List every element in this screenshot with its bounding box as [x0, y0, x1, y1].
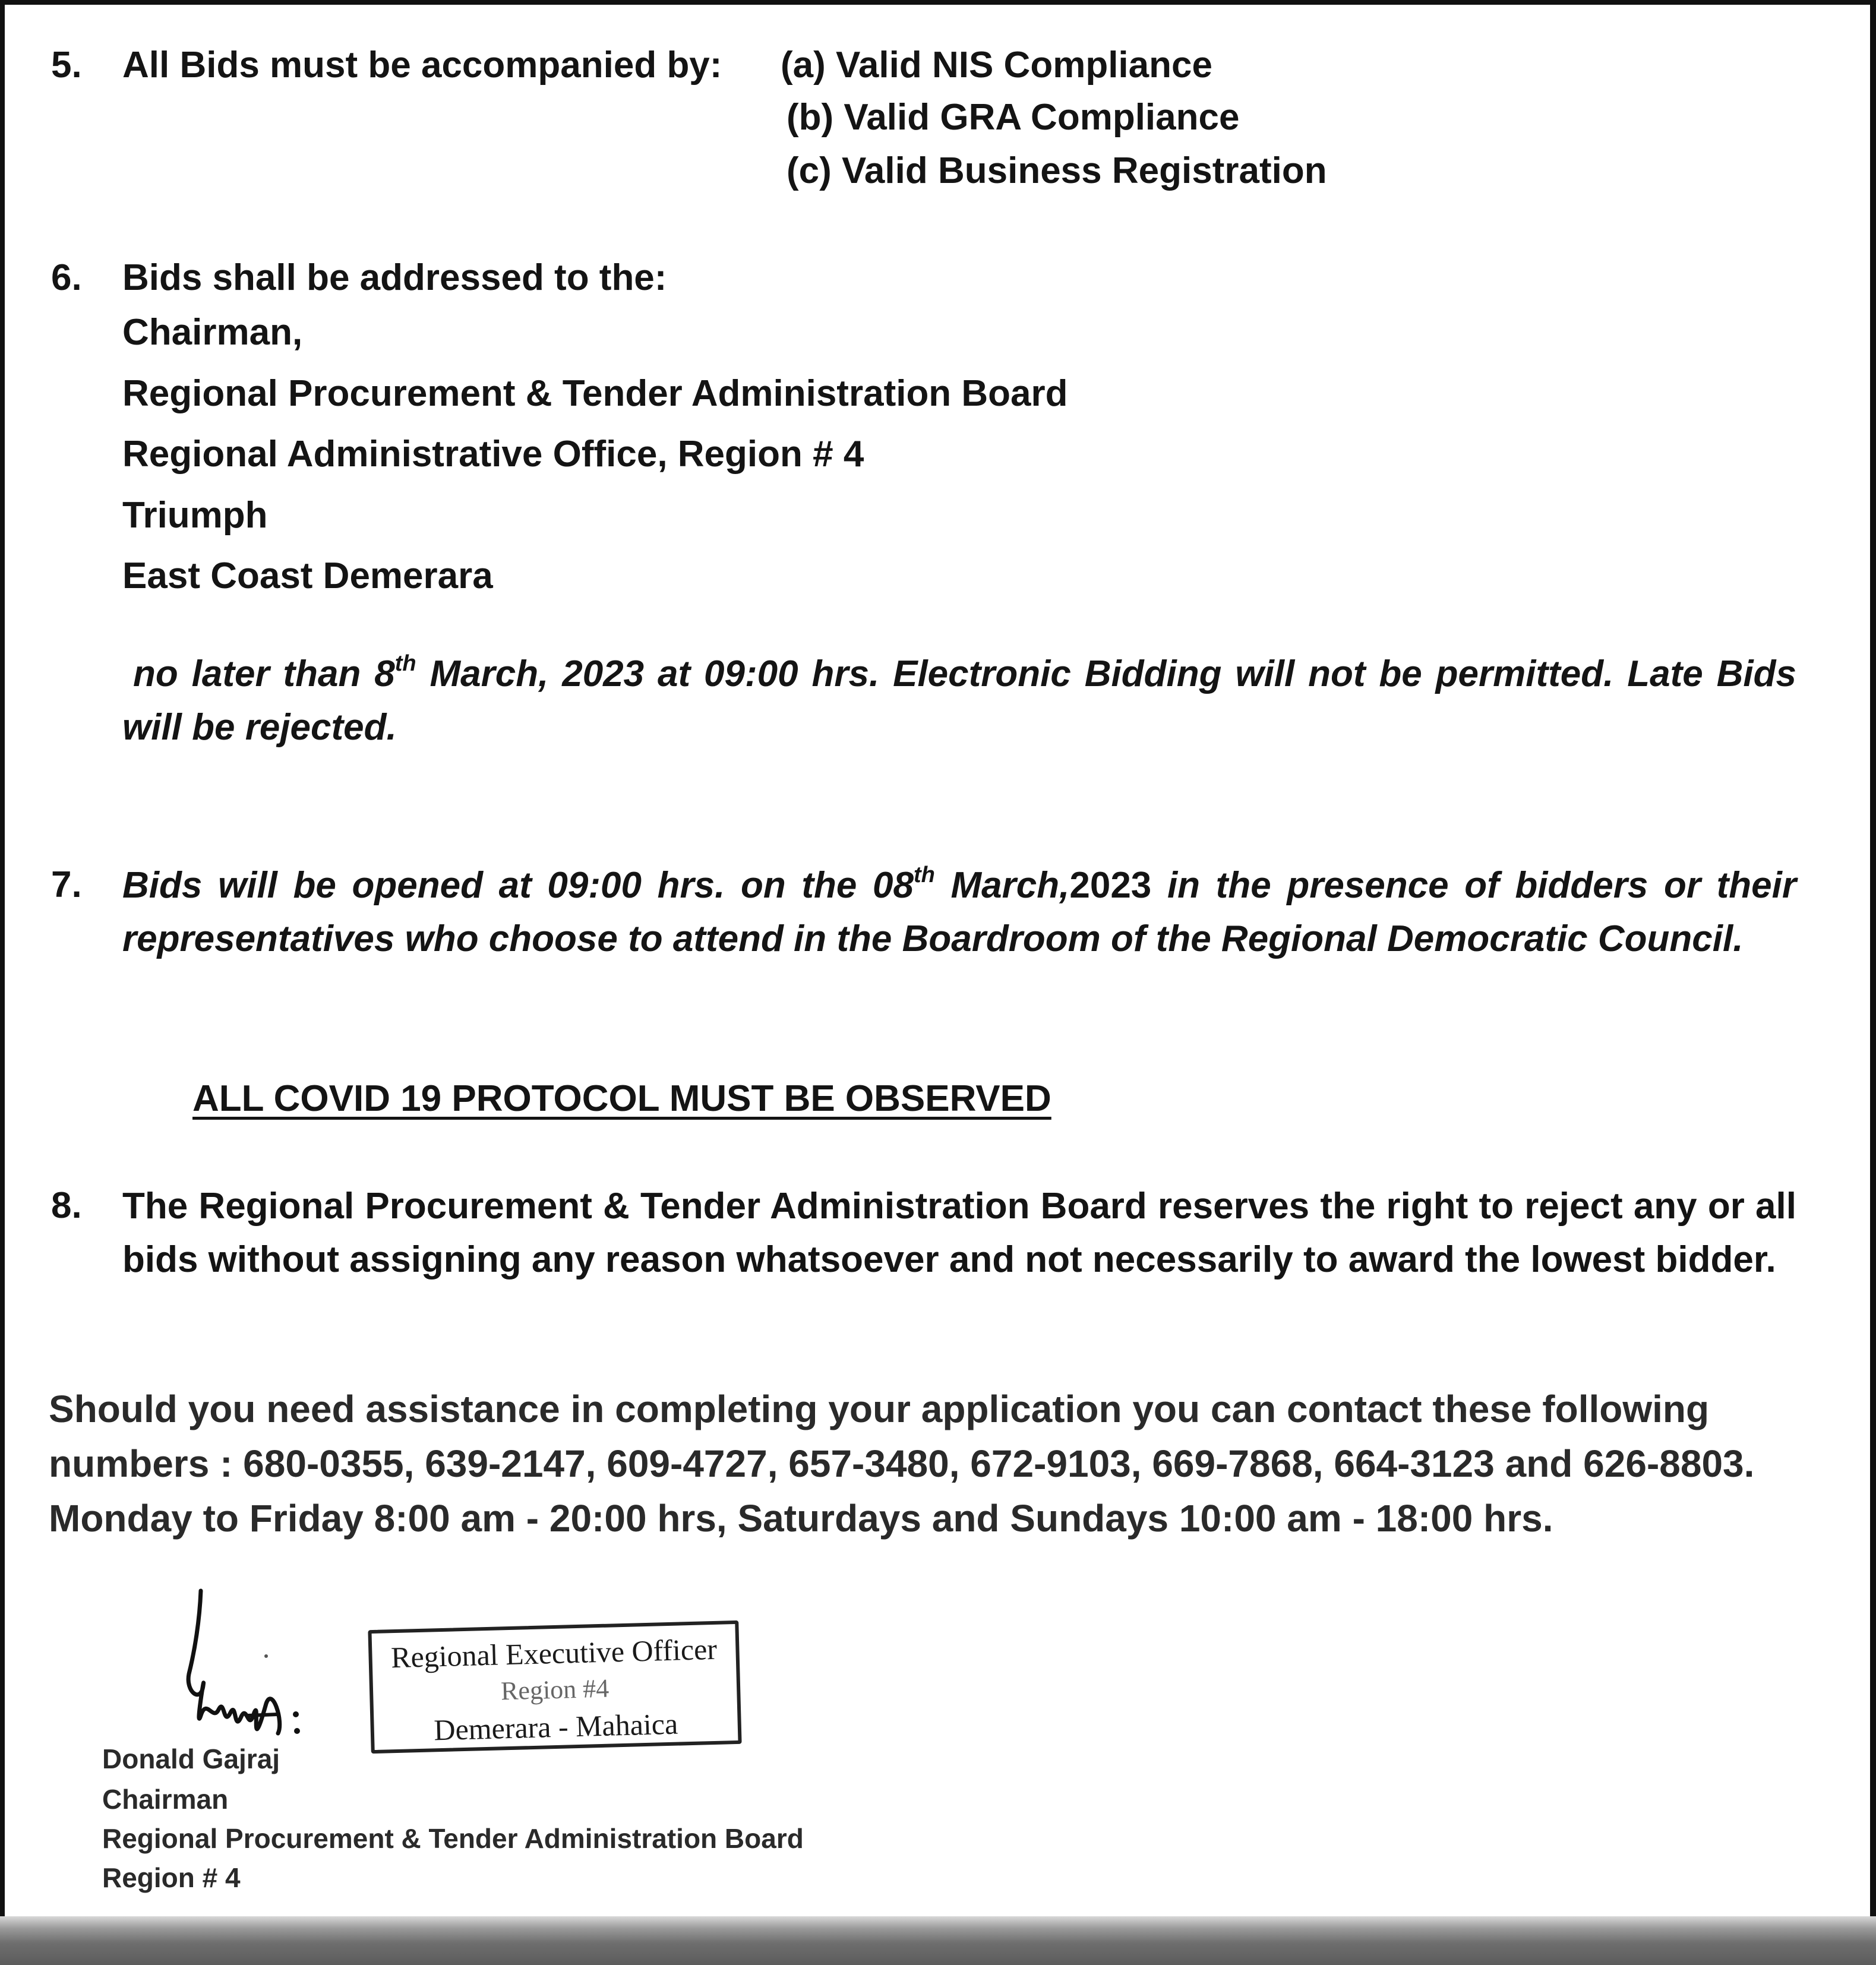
assistance-hours: Monday to Friday 8:00 am - 20:00 hrs, Saturdays and Sundays 10:00 am - 18:00 hrs.: [49, 1497, 1553, 1540]
requirement-gra: (b) Valid GRA Compliance: [787, 97, 1240, 138]
item-7-number: 7.: [51, 864, 82, 905]
stamp-region: Region #4: [500, 1673, 609, 1706]
address-line-board: Regional Procurement & Tender Administration Board: [122, 373, 1068, 414]
signatory-title: Chairman: [102, 1784, 229, 1815]
bottom-shadow-bar: [0, 1916, 1876, 1965]
stamp-area: Demerara - Mahaica: [433, 1707, 678, 1747]
address-line-ecd: East Coast Demerara: [122, 555, 493, 596]
opening-text-start: Bids will be opened at 09:00 hrs. on the 08: [122, 865, 914, 906]
deadline-text-start: no later than 8: [133, 653, 395, 694]
item-6-number: 6.: [51, 257, 82, 298]
deadline-text-end: March, 2023 at 09:00 hrs. Electronic Bidding will not be permitted. Late Bids will be rejected.: [122, 653, 1796, 748]
signatory-region: Region # 4: [102, 1862, 241, 1893]
signatory-board: Regional Procurement & Tender Administration Board: [102, 1823, 804, 1854]
signatory-name: Donald Gajraj: [102, 1743, 280, 1774]
opening-text-end: in the presence of bidders or their representatives who choose to attend in the Boardroom of the Regional Democratic Council.: [122, 865, 1796, 959]
covid-notice: ALL COVID 19 PROTOCOL MUST BE OBSERVED: [192, 1078, 1051, 1119]
official-stamp: [368, 1620, 741, 1754]
requirement-business-registration: (c) Valid Business Registration: [787, 150, 1327, 191]
handwritten-signature: [177, 1585, 331, 1763]
opening-text-month: March,: [934, 865, 1070, 906]
item-5-lead: All Bids must be accompanied by:: [122, 45, 722, 86]
opening-ordinal: th: [914, 863, 935, 887]
item-6-lead: Bids shall be addressed to the:: [122, 257, 667, 298]
address-line-chairman: Chairman,: [122, 312, 303, 353]
assistance-line-1: Should you need assistance in completing your application you can contact these following: [49, 1388, 1710, 1430]
bid-opening-text: [122, 859, 1796, 966]
deadline-ordinal: th: [394, 651, 416, 676]
item-5-number: 5.: [51, 45, 82, 86]
reservation-clause: The Regional Procurement & Tender Administration Board reserves the right to reject any or all bids without assigning any reason whatsoever and not necessarily to award the lowest bidder.: [122, 1186, 1796, 1280]
assistance-text: [49, 1382, 1855, 1546]
opening-year: 2023: [1069, 865, 1152, 906]
stamp-title: Regional Executive Officer: [390, 1632, 718, 1675]
address-line-triumph: Triumph: [122, 495, 268, 536]
submission-deadline: [122, 647, 1796, 754]
address-line-office: Regional Administrative Office, Region # 4: [122, 434, 864, 475]
requirement-nis: (a) Valid NIS Compliance: [781, 45, 1212, 86]
assistance-phone-numbers: numbers : 680-0355, 639-2147, 609-4727, 657-3480, 672-9103, 669-7868, 664-3123 and 626-8803.: [49, 1442, 1755, 1485]
item-8-number: 8.: [51, 1185, 82, 1226]
